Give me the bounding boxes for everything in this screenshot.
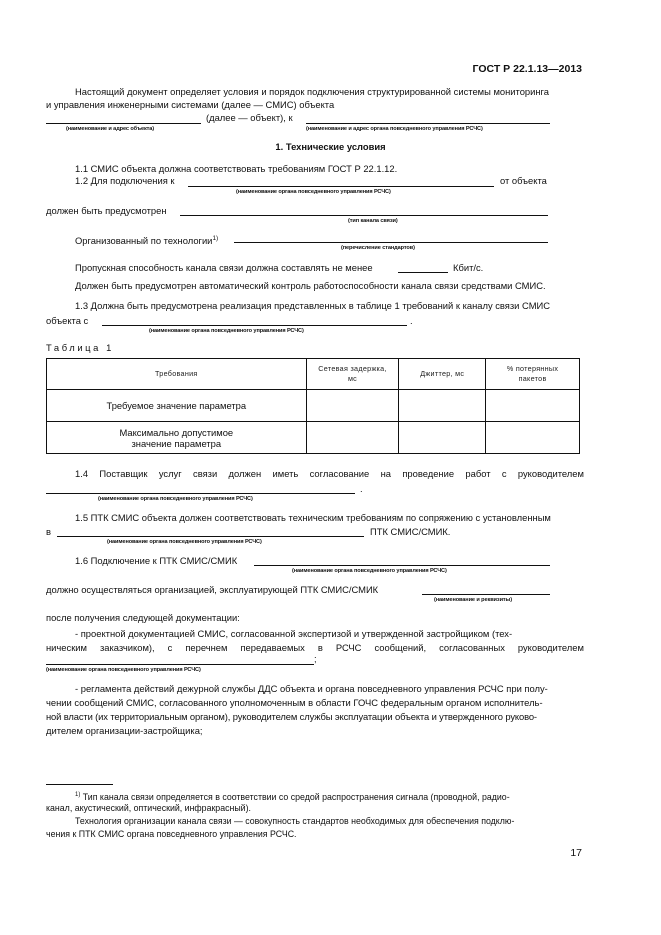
footnote-ref: 1): [212, 235, 219, 242]
footnote-2-line-2: чения к ПТК СМИС органа повседневного управления РСЧС.: [46, 829, 297, 839]
requirements-table: [46, 358, 580, 454]
footnote-1-text: Тип канала связи определяется в соответствии со средой распространения сигнала (проводной, радио-: [82, 791, 510, 802]
clause-1-3-line-1: 1.3 Должна быть предусмотрена реализация представленных в таблице 1 требований к каналу связи СМИС: [75, 300, 551, 311]
section-title: 1. Технические условия: [275, 141, 386, 152]
caption-object: (наименование и адрес объекта): [66, 126, 155, 132]
clause-1-5-line-2-start: в: [46, 526, 51, 537]
header-requirements: Требования: [47, 359, 307, 390]
word: в: [317, 642, 323, 653]
object-name-field[interactable]: [46, 123, 201, 124]
rschs-organ-field-1-6[interactable]: [254, 565, 550, 566]
word: на: [380, 468, 392, 479]
rschs-organ-field-1-4[interactable]: [46, 493, 355, 494]
row-delay-cell[interactable]: [306, 422, 399, 454]
clause-1-5-line-1: 1.5 ПТК СМИС объекта должен соответствовать техническим требованиям по сопряжению с установленным: [75, 512, 551, 523]
clause-1-5-line-2-end: ПТК СМИС/СМИК.: [370, 526, 451, 537]
footnote-separator: [46, 784, 113, 785]
word: должен: [228, 468, 262, 479]
footnote-1-line-1: [75, 789, 510, 803]
word: иметь: [272, 468, 299, 479]
clause-1-1: 1.1 СМИС объекта должна соответствовать требованиям ГОСТ Р 22.1.12.: [75, 163, 398, 174]
clause-1-4-end: .: [360, 483, 363, 494]
bandwidth-field[interactable]: [398, 272, 448, 273]
clause-1-2-start: 1.2 Для подключения к: [75, 175, 175, 186]
word: ническим: [46, 642, 87, 653]
word: согласование: [309, 468, 370, 479]
document-code: ГОСТ Р 22.1.13—2013: [472, 63, 582, 75]
bullet-2-line-1: - регламента действий дежурной службы ДДС объекта и органа повседневного управления РСЧС при полу-: [75, 683, 548, 694]
bandwidth-label: Пропускная способность канала связи должна составлять не менее: [75, 262, 373, 273]
intro-line-1: Настоящий документ определяет условия и порядок подключения структурированной системы мониторинга: [75, 86, 549, 97]
row-loss-cell[interactable]: [486, 422, 580, 454]
clause-1-2-line-3: [75, 233, 218, 247]
bullet-2-line-3: ной власти (их территориальным органом), руководителем службы эксплуатации объекта и утвержденного руково-: [46, 711, 537, 722]
word: руководителем: [517, 642, 584, 653]
clause-1-6-line-3: после получения следующей документации:: [46, 612, 240, 623]
page-number: 17: [570, 847, 582, 859]
operator-details-field[interactable]: [422, 594, 550, 595]
rschs-organ-field-1-2[interactable]: [188, 186, 494, 187]
caption-standards: (перечисление стандартов): [341, 245, 415, 251]
header-packet-loss: % потерянных пакетов: [486, 359, 580, 390]
rschs-organ-field[interactable]: [306, 123, 550, 124]
row-requirement: Максимально допустимое значение параметра: [47, 422, 307, 454]
caption-rschs-organ-1-4: (наименование органа повседневного управления РСЧС): [98, 496, 253, 502]
word: руководителем: [517, 468, 584, 479]
caption-rschs-organ-bullet-1: (наименование органа повседневного управления РСЧС): [46, 667, 201, 673]
clause-1-4-line-1: [75, 468, 584, 480]
footnote-1-line-2: канал, акустический, оптический, инфракрасный).: [46, 803, 251, 813]
clause-1-6-start: 1.6 Подключение к ПТК СМИС/СМИК: [75, 555, 238, 566]
row-requirement: Требуемое значение параметра: [47, 390, 307, 422]
clause-1-3-line-2-start: объекта с: [46, 315, 89, 326]
row-jitter-cell[interactable]: [399, 422, 486, 454]
word: сообщений,: [374, 642, 427, 653]
bandwidth-unit: Кбит/с.: [453, 262, 484, 273]
rschs-organ-field-1-3[interactable]: [102, 325, 407, 326]
table-row: [47, 390, 580, 422]
auto-control-text: Должен быть предусмотрен автоматический контроль работоспособности канала связи средствами СМИС.: [75, 280, 546, 291]
word: услуг: [158, 468, 182, 479]
caption-channel-type: (тип канала связи): [348, 218, 398, 224]
caption-operator-details: (наименование и реквизиты): [434, 597, 512, 603]
word: 1.4: [75, 468, 89, 479]
word: согласованных: [439, 642, 505, 653]
bullet-1-end: ;: [314, 653, 317, 664]
rschs-organ-field-bullet-1[interactable]: [46, 664, 314, 665]
caption-rschs-organ-1-3: (наименование органа повседневного управления РСЧС): [149, 328, 304, 334]
word: заказчиком),: [99, 642, 155, 653]
bullet-2-line-2: чении сообщений СМИС, согласованного уполномоченным в области ГОЧС федеральным органом исполнитель-: [46, 697, 543, 708]
channel-type-field[interactable]: [180, 215, 548, 216]
clause-1-2-line-2: должен быть предусмотрен: [46, 205, 167, 216]
caption-rschs-organ-1-5: (наименование органа повседневного управления РСЧС): [107, 539, 262, 545]
row-jitter-cell[interactable]: [399, 390, 486, 422]
row-loss-cell[interactable]: [486, 390, 580, 422]
technology-label: Организованный по технологии: [75, 235, 213, 247]
footnote-2-line-1: Технология организации канала связи — совокупность стандартов необходимых для обеспечения подклю-: [75, 816, 515, 826]
footnote-marker: 1): [75, 792, 81, 798]
technology-standards-field[interactable]: [234, 242, 548, 243]
rschs-organ-field-1-5[interactable]: [57, 536, 364, 537]
word: с: [167, 642, 173, 653]
intro-line-2: и управления инженерными системами (далее — СМИС) объекта: [46, 99, 335, 110]
table-row: [47, 422, 580, 454]
clause-1-2-end: от объекта: [500, 175, 547, 186]
intro-line-3-mid: (далее — объект), к: [206, 112, 293, 123]
word: с: [501, 468, 507, 479]
bullet-2-line-4: дителем организации-застройщика;: [46, 725, 203, 736]
word: Поставщик: [99, 468, 148, 479]
caption-rschs-organ-1-6: (наименование органа повседневного управления РСЧС): [292, 568, 447, 574]
word: РСЧС: [335, 642, 362, 653]
row-delay-cell[interactable]: [306, 390, 399, 422]
table-caption: Таблица 1: [46, 342, 114, 353]
caption-rschs-organ-1-2: (наименование органа повседневного управления РСЧС): [236, 189, 391, 195]
word: проведение: [402, 468, 455, 479]
clause-1-6-line-2: должно осуществляться организацией, эксплуатирующей ПТК СМИС/СМИК: [46, 584, 379, 595]
header-network-delay: Сетевая задержка, мс: [306, 359, 399, 390]
word: работ: [465, 468, 491, 479]
word: передаваемых: [240, 642, 305, 653]
clause-1-3-line-2-end: .: [410, 315, 413, 326]
word: перечнем: [185, 642, 228, 653]
caption-rschs-organ: (наименование и адрес органа повседневного управления РСЧС): [306, 126, 483, 132]
table-header-row: [47, 359, 580, 390]
bullet-1-line-1: - проектной документацией СМИС, согласованной экспертизой и утвержденной застройщиком (тех-: [75, 628, 513, 639]
word: связи: [193, 468, 218, 479]
header-jitter: Джиттер, мс: [399, 359, 486, 390]
